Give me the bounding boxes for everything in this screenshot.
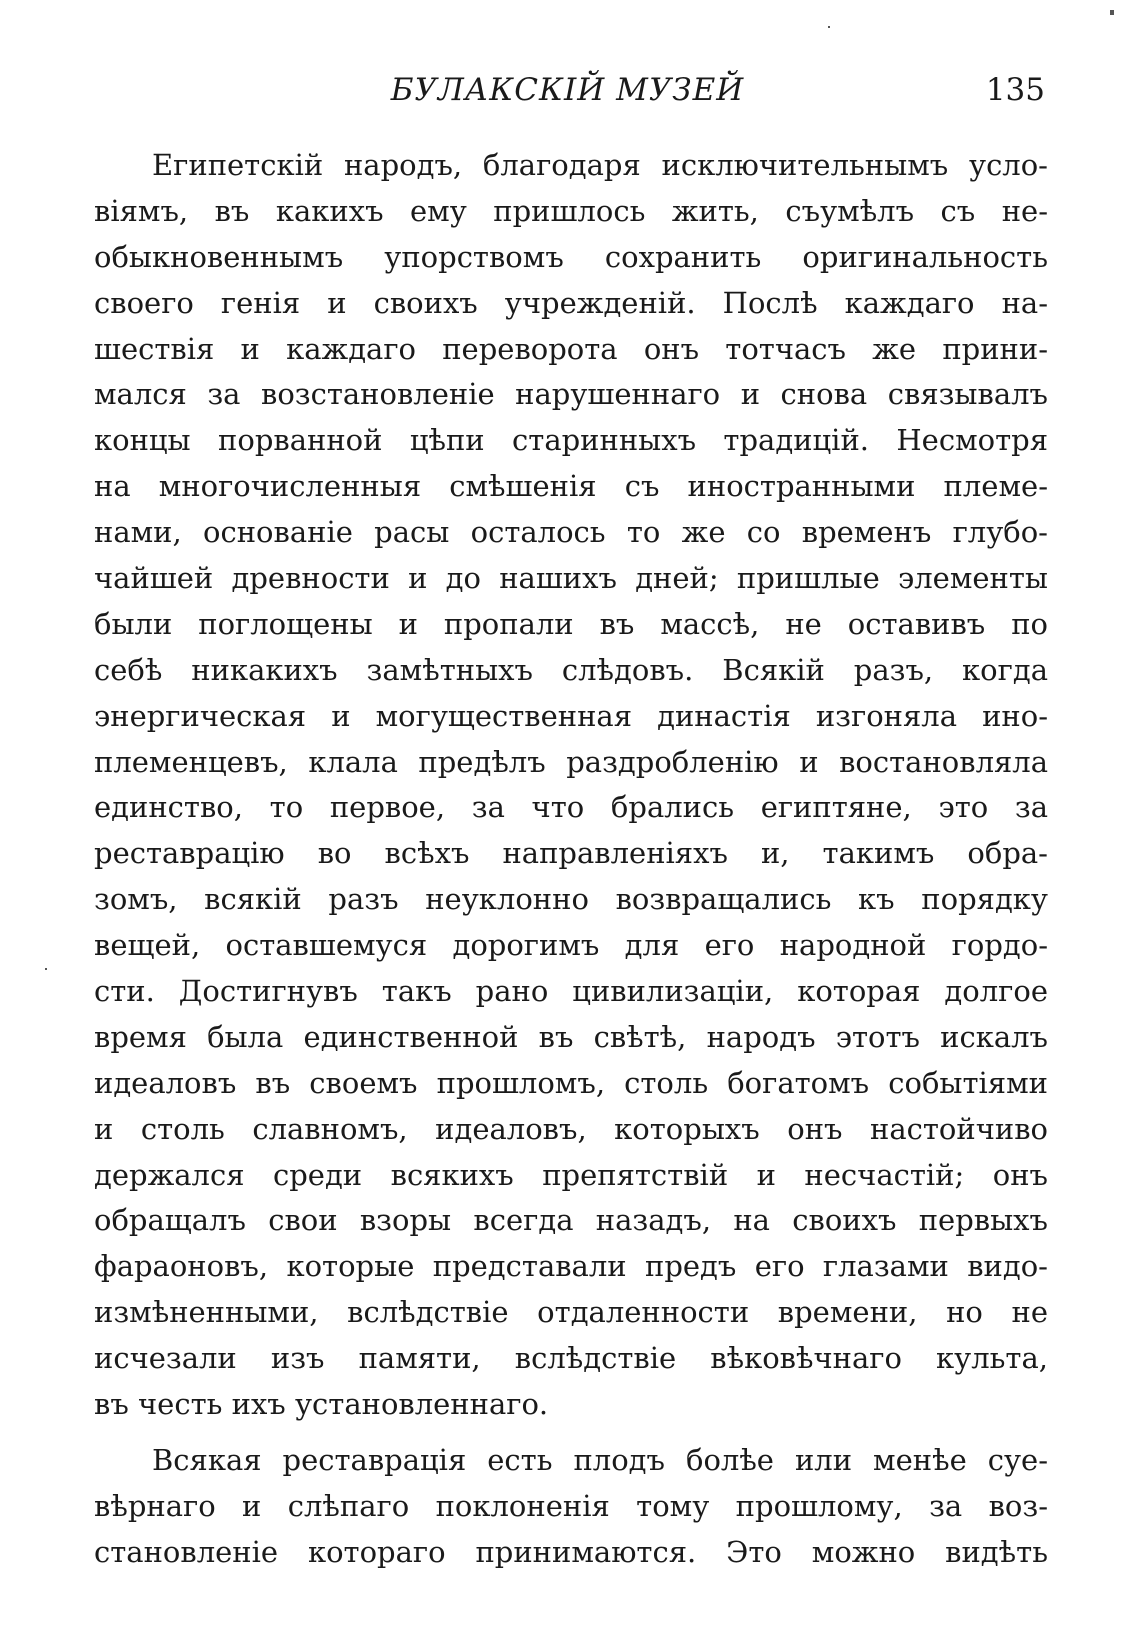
text-line: и столь славномъ, идеаловъ, которыхъ онъ настойчиво	[94, 1111, 1048, 1146]
text-line: время была единственной въ свѣтѣ, народъ этотъ искалъ	[94, 1019, 1048, 1054]
text-line: Всякая реставрація есть плодъ болѣе или менѣе суе-	[152, 1442, 1048, 1477]
text-line: вѣрнаго и слѣпаго поклоненія тому прошлому, за воз-	[94, 1488, 1048, 1523]
text-line: единство, то первое, за что брались египтяне, это за	[94, 790, 1048, 825]
text-line: измѣненными, вслѣдствіе отдаленности времени, но не	[94, 1295, 1048, 1330]
text-line: въ честь ихъ установленнаго.	[94, 1387, 549, 1422]
text-line: нами, основаніе расы осталось то же со временъ глубо-	[94, 515, 1048, 550]
paragraph	[94, 1438, 1048, 1576]
text-line: энергическая и могущественная династія изгоняла ино-	[94, 698, 1048, 733]
text-line: идеаловъ въ своемъ прошломъ, столь богатомъ событіями	[94, 1065, 1048, 1100]
paragraph-gap	[94, 1428, 1048, 1438]
text-line: своего генія и своихъ учрежденій. Послѣ каждаго на-	[94, 285, 1048, 320]
text-line: чайшей древности и до нашихъ дней; пришлые элементы	[94, 561, 1048, 596]
paragraph	[94, 143, 1048, 1428]
running-title: БУЛАКСКІЙ МУЗЕЙ	[390, 72, 745, 108]
text-line: реставрацію во всѣхъ направленіяхъ и, такимъ обра-	[94, 836, 1048, 871]
text-line: обыкновеннымъ упорствомъ сохранить оригинальность	[94, 239, 1048, 274]
text-line: сти. Достигнувъ такъ рано цивилизаціи, которая долгое	[94, 974, 1048, 1009]
text-line: обращалъ свои взоры всегда назадъ, на своихъ первыхъ	[94, 1203, 1048, 1238]
text-line: исчезали изъ памяти, вслѣдствіе вѣковѣчнаго культа,	[94, 1341, 1048, 1376]
text-line: вещей, оставшемуся дорогимъ для его народной гордо-	[94, 928, 1048, 963]
text-line: себѣ никакихъ замѣтныхъ слѣдовъ. Всякій разъ, когда	[94, 652, 1048, 687]
text-line: концы порванной цѣпи старинныхъ традицій. Несмотря	[94, 423, 1048, 458]
page-number: 135	[985, 72, 1045, 108]
text-line: становленіе котораго принимаются. Это можно видѣть	[94, 1534, 1048, 1569]
text-line: были поглощены и пропали въ массѣ, не оставивъ по	[94, 606, 1048, 641]
text-line: Египетскій народъ, благодаря исключительнымъ усло-	[152, 148, 1048, 182]
text-line: держался среди всякихъ препятствій и несчастій; онъ	[94, 1157, 1048, 1192]
text-line: зомъ, всякій разъ неуклонно возвращались къ порядку	[94, 882, 1048, 917]
scan-speck	[828, 26, 830, 28]
scan-speck	[1110, 10, 1114, 15]
scan-speck	[45, 968, 47, 970]
text-line: шествія и каждаго переворота онъ тотчасъ же прини-	[94, 331, 1048, 366]
text-line: на многочисленныя смѣшенія съ иностранными племе-	[94, 469, 1048, 504]
page-header	[90, 72, 1045, 122]
text-line: віямъ, въ какихъ ему пришлось жить, съумѣлъ съ не-	[94, 193, 1048, 228]
body-text	[94, 143, 1048, 1576]
text-line: племенцевъ, клала предѣлъ раздробленію и востановляла	[94, 744, 1048, 779]
text-line: фараоновъ, которые представали предъ его глазами видо-	[94, 1249, 1048, 1284]
text-line: мался за возстановленіе нарушеннаго и снова связывалъ	[94, 377, 1048, 412]
